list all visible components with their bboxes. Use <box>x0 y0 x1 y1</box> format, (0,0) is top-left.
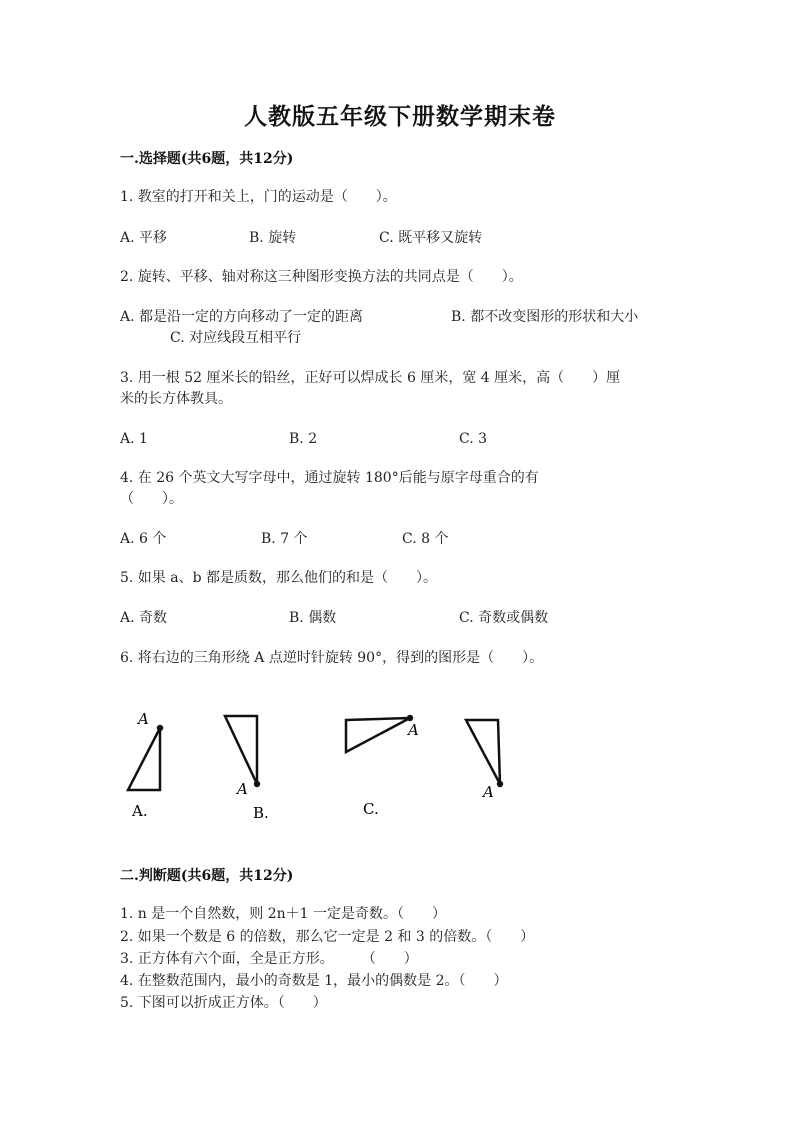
question-4-option-b: B. 7 个 <box>261 531 308 547</box>
question-1-stem: 1. 教室的打开和关上，门的运动是（ ）。 <box>120 189 397 205</box>
figure-option-c <box>346 715 419 818</box>
section-heading-choice: 一.选择题(共6题，共12分) <box>120 151 294 167</box>
judgement-item-3: 3. 正方体有六个面，全是正方形。 （ ） <box>120 951 418 967</box>
figure-label-c: C. <box>363 800 379 818</box>
page-title: 人教版五年级下册数学期末卷 <box>244 103 556 130</box>
question-3-option-c: C. 3 <box>459 431 488 447</box>
figure-option-b <box>225 716 269 822</box>
figure-b-point-label: A <box>237 780 248 798</box>
figure-original-triangle <box>466 720 503 801</box>
figure-label-b: B. <box>253 804 269 822</box>
question-5-option-c: C. 奇数或偶数 <box>459 610 549 626</box>
question-4-stem-continued: （ ）。 <box>120 491 183 507</box>
question-3-stem: 3. 用一根 52 厘米长的铅丝，正好可以焊成长 6 厘米，宽 4 厘米，高（ ）厘 <box>120 370 621 386</box>
section-heading-judgement: 二.判断题(共6题，共12分) <box>120 868 294 884</box>
question-5-option-a: A. 奇数 <box>120 610 168 626</box>
question-1-option-c: C. 既平移又旋转 <box>379 230 483 246</box>
judgement-item-4: 4. 在整数范围内，最小的奇数是 1，最小的偶数是 2。（ ） <box>120 973 508 989</box>
question-5-stem: 5. 如果 a、b 都是质数，那么他们的和是（ ）。 <box>120 570 438 586</box>
rotation-figure <box>110 700 530 830</box>
question-1-option-a: A. 平移 <box>120 230 168 246</box>
question-3-stem-continued: 米的长方体教具。 <box>120 391 232 407</box>
figure-a-point-label: A <box>138 710 149 728</box>
judgement-item-2: 2. 如果一个数是 6 的倍数，那么它一定是 2 和 3 的倍数。（ ） <box>120 929 535 945</box>
question-2-stem: 2. 旋转、平移、轴对称这三种图形变换方法的共同点是（ ）。 <box>120 269 523 285</box>
judgement-item-1: 1. n 是一个自然数，则 2n＋1 一定是奇数。（ ） <box>120 906 447 922</box>
judgement-item-5: 5. 下图可以折成正方体。（ ） <box>120 995 327 1011</box>
question-4-option-c: C. 8 个 <box>402 531 449 547</box>
question-3-option-a: A. 1 <box>120 431 148 447</box>
question-2-option-a: A. 都是沿一定的方向移动了一定的距离 <box>120 309 364 325</box>
question-4-option-a: A. 6 个 <box>120 531 167 547</box>
question-6-stem: 6. 将右边的三角形绕 A 点逆时针旋转 90°，得到的图形是（ ）。 <box>120 650 544 666</box>
original-point-label: A <box>483 783 494 801</box>
question-1-option-b: B. 旋转 <box>249 230 297 246</box>
question-2-option-b: B. 都不改变图形的形状和大小 <box>451 309 639 325</box>
question-5-option-b: B. 偶数 <box>289 610 337 626</box>
figure-label-a: A. <box>132 802 148 820</box>
figure-c-point-label: A <box>408 721 419 739</box>
question-2-option-c: C. 对应线段互相平行 <box>170 330 302 346</box>
question-3-option-b: B. 2 <box>289 431 318 447</box>
question-4-stem: 4. 在 26 个英文大写字母中，通过旋转 180°后能与原字母重合的有 <box>120 470 539 486</box>
figure-option-a <box>128 710 163 820</box>
